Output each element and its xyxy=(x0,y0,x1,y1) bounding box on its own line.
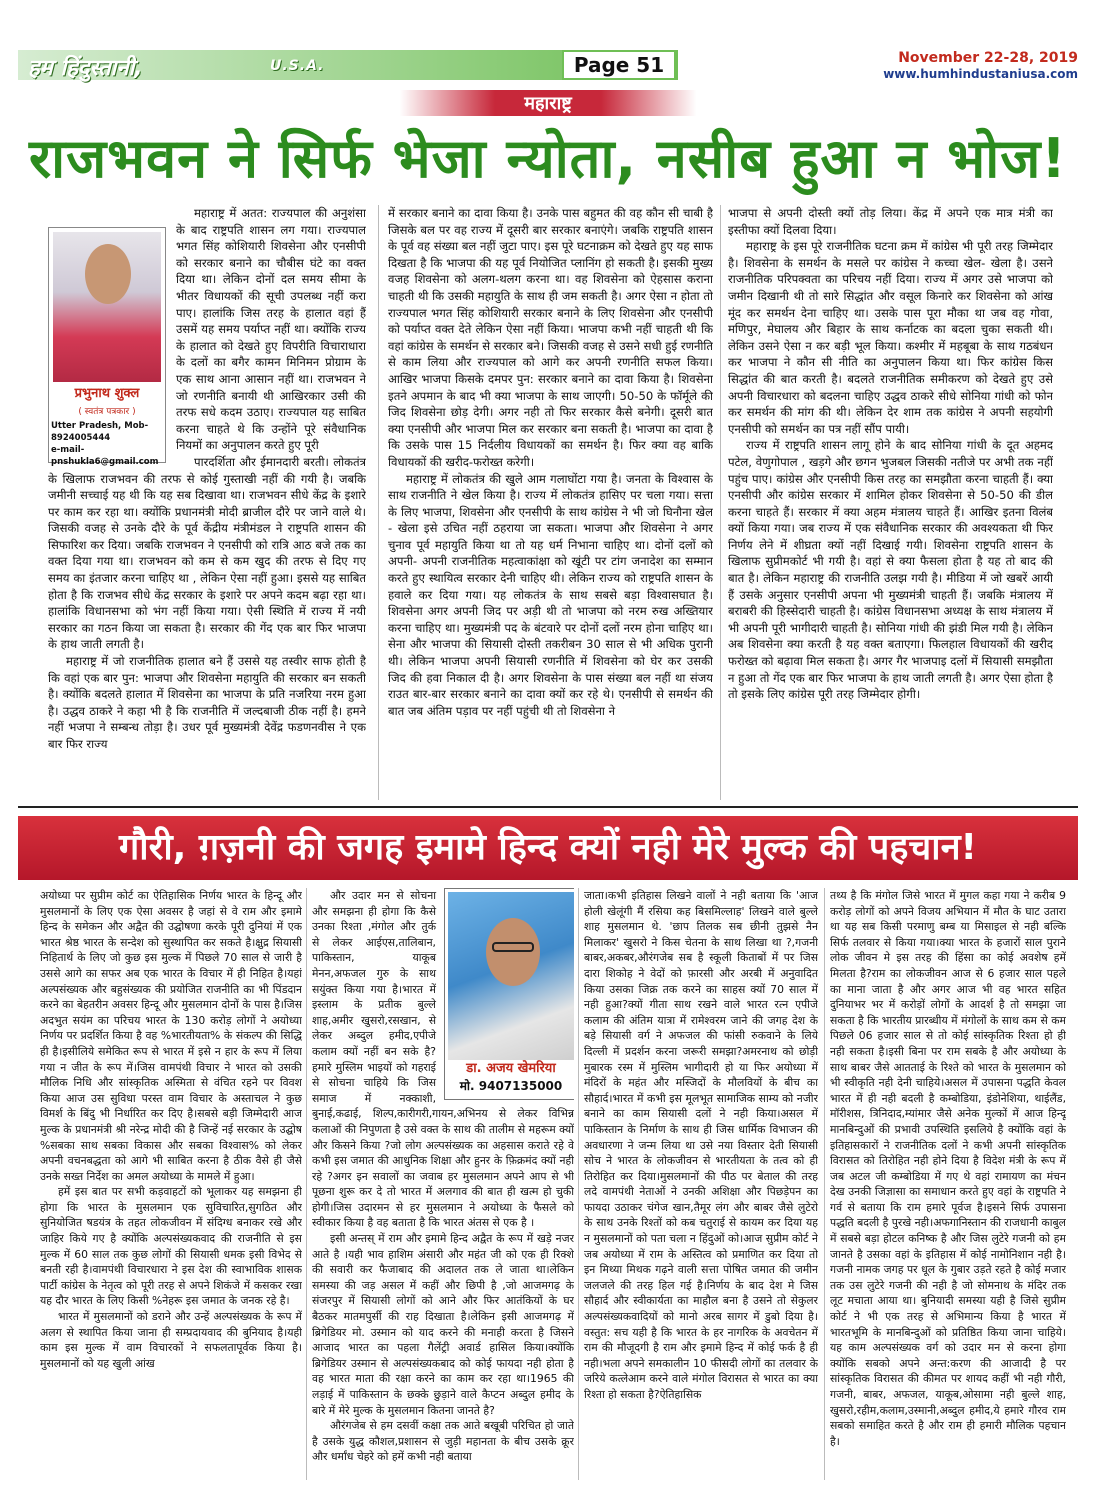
article2-column-2 xyxy=(312,888,574,1480)
article-paragraph: भाजपा से अपनी दोस्ती क्यों तोड़ लिया। केंद्र में अपने एक मात्र मंत्री का इस्तीफा क्यों दिलवा दिया। xyxy=(728,206,1053,237)
newspaper-title: हम हिंदुस्तानी, xyxy=(28,56,143,81)
article2-column-3 xyxy=(584,888,818,1480)
article-paragraph: हमें इस बात पर सभी कड़वाहटों को भूलाकर यह समझना ही होगा कि भारत के मुसलमान एक सुविचारित,सुगठित और सुनियोजित षडयंत्र के तहत लोकजीवन में संदिग्ध बनाकर रखे और जाहिर किये गए है क्योंकि अल्पसंख्यकवाद की राजनीति से इस मुल्क में 60 साल तक कुछ लोगों की सियासी धमक इसी विभेद से बनती रही है।वामपंथी विचारधारा ने इस देश की स्वाभाविक शासक पार्टी कांग्रेस के नेतृत्व को पूरी तरह से अपने शिकंजे में कसकर रखा यह दौर भारत के लिए किसी %नेहरू इस जमात के जनक रहे है। xyxy=(40,1185,302,1308)
section-label: महाराष्ट्र xyxy=(524,93,572,114)
article-paragraph: महाराष्ट्र के इस पूरे राजनीतिक घटना क्रम में कांग्रेस भी पूरी तरह जिम्मेदार है। शिवसेना के समर्थन के मसले पर कांग्रेस ने कच्चा खेल- खेला है। उसने राजनीतिक परिपक्वता का परिचय नहीं दिया। राज्य में अगर उसे भाजपा को जमीन दिखानी थी तो सारे सिद्धांत और वसूल किनारे कर शिवसेना को आंख मूंद कर समर्थन देना चाहिए था। उसके पास पूरा मौका था जब वह गोवा, मणिपुर, मेघालय और बिहार के साथ कर्नाटक का बदला चुका सकती थी। लेकिन उसने ऐसा न कर बड़ी भूल किया। कश्मीर में महबूबा के साथ गठबंधन कर भाजपा ने कौन सी नीति का अनुपालन किया था। फिर कांग्रेस किस सिद्धांत की बात करती है। बदलते राजनीतिक समीकरण को देखते हुए उसे अपनी विचारधारा को बदलना चाहिए उद्धव ठाकरे सीधे सोनिया गांधी को फोन कर समर्थन की मांग की थी। लेकिन देर शाम तक कांग्रेस ने अपनी सहयोगी एनसीपी को समर्थन का पत्र नहीं सौंप पायी। xyxy=(728,239,1053,436)
column-divider xyxy=(824,888,825,1480)
issue-date: November 22-28, 2019 xyxy=(898,50,1078,66)
section-band xyxy=(18,90,1078,116)
author-card xyxy=(444,888,574,1100)
author-card xyxy=(48,227,166,467)
author-contact xyxy=(51,420,165,468)
author-email: e-mail- pnshukla6@gmail.com xyxy=(51,445,159,467)
author-name: प्रभुनाथ शुक्ल xyxy=(74,386,140,401)
newspaper-edition: U.S.A. xyxy=(270,58,325,74)
article-paragraph: इसी अन्तस् में राम और इमामे हिन्द अद्वैत के रूप में खड़े नजर आते है ।यही भाव हाशिम अंसारी और महंत जी को एक ही रिक्शे की सवारी कर फैजाबाद की अदालत तक ले जाता था।लेकिन समस्या की जड़ असल में कहीं और छिपी है ,जो आजमगढ़ के संजरपुर में सियासी लोगों को आने और फिर आतंकियों के घर बैठकर मातमपुर्सी की राह दिखाता है।लेकिन इसी आजमगढ़ में ब्रिगेडियर मो. उस्मान को याद करने की मनाही करता है जिसने आजाद भारत का पहला गैलेंट्री अवार्ड हासिल किया।क्योंकि ब्रिगेडियर उस्मान से अल्पसंख्यकबाद को कोई फायदा नही होता है वह भारत माता की रक्षा करने का काम कर रहा था।1965 की लड़ाई में पाकिस्तान के छक्के छुड़ाने वाले कैप्टन अब्दुल हमीद के बारे में मेरे मुल्क के मुसलमान कितना जानते है? xyxy=(312,1232,574,1417)
article-paragraph: और उदार मन से सोचना और समझना ही होगा कि कैसे उनका रिश्ता ,मंगोल और तुर्क से लेकर आईएस,तालिबान, पाकिस्तान, याकूब मेनन,अफजल गुरु के साथ सयुंक्त किया गया है।भारत में इस्लाम के प्रतीक बुल्ले शाह,अमीर खुसरो,रसखान, से लेकर अब्दुल हमीद,एपीजे कलाम क्यों नहीं बन सके है? हमारे मुस्लिम भाइयों को गहराई से सोचना चाहिये कि जिस समाज में नक्काशी, बुनाई,कढाई, शिल्प,कारीगरी,गायन,अभिनय से लेकर विभिन्न कलाओं की निपुणता है उसे वक्त के साथ की तालीम से महरूम क्यों और किसने किया ?जो लोग अल्पसंख्यक का अहसास कराते रहे वे कभी इस जमात की आधुनिक शिक्षा और हुनर के फ़िक्रमंद क्यों नही रहे ?अगर इन सवालों का जवाब हर मुसलमान अपने आप से भी पूछना शुरू कर दे तो भारत में अलगाव की बात ही खत्म हो चुकी होगी।जिस उदारमन से हर मुसलमान ने अयोध्या के फैसले को स्वीकार किया है वह बताता है कि भारत अंतस से एक है । xyxy=(312,889,574,1230)
article-paragraph: भारत में मुसलमानों को डराने और उन्हें अल्पसंख्यक के रूप में अलग से स्थापित किया जाना ही सम्प्रदायवाद की बुनियाद है।यही काम इस मुल्क में वाम विचारकों ने सफलतापूर्वक किया है। मुसलमानों को यह खुली आंख xyxy=(40,1310,302,1370)
column-divider xyxy=(378,205,379,800)
author-mobile: मो. 9407135000 xyxy=(459,1079,563,1093)
author-location: Utter Pradesh, Mob-8924005444 xyxy=(51,421,149,443)
article-paragraph: राज्य में राष्ट्रपति शासन लागू होने के बाद सोनिया गांधी के दूत अहमद पटेल, वेणुगोपाल , खड़गे और छगन भुजबल जिसकी नतीजे पर अभी तक नहीं पहुंच पाए। कांग्रेस और एनसीपी किस तरह का समझौता करना चाहती हैं। क्या एनसीपी और कांग्रेस सरकार में शामिल होकर शिवसेना से 50-50 की डील करना चाहते हैं। सरकार में क्या अहम मंत्रालय चाहते हैं। आखिर इतना विलंब क्यों किया गया। जब राज्य में एक संवैधानिक सरकार की अवश्यकता थी फिर निर्णय लेने में शीघ्रता क्यों नहीं दिखाई गयी। शिवसेना राष्ट्रपति शासन के खिलाफ सुप्रीमकोर्ट भी गयी है। वहां से क्या फैसला होता है यह तो बाद की बात है। लेकिन महाराष्ट्र की राजनीति उलझ गयी है। मीडिया में जो खबरें आयी हैं उसके अनुसार एनसीपी अपना भी मुख्यमंत्री चाहती हैं। जबकि मंत्रालय में बराबरी की हिस्सेदारी चाहती है। कांग्रेस विधानसभा अध्यक्ष के साथ मंत्रालय में भी अपनी पूरी भागीदारी चाहती है। सोनिया गांधी की झंडी मिल गयी है। लेकिन अब शिवसेना क्या करती है यह वक्त बताएगा। फिलहाल विधायकों की खरीद फरोख्त को बढ़ावा मिल सकता है। अगर गैर भाजपाइ दलों में सियासी समझौता न हुआ तो गेंद एक बार फिर भाजपा के हाथ जाती लगती है। अगर ऐसा होता है तो इसके लिए कांग्रेस पूरी तरह जिम्मेदार होगी। xyxy=(728,438,1053,702)
article-paragraph: महाराष्ट्र में लोकतंत्र की खुले आम गलाघोंटा गया है। जनता के विश्वास के साथ राजनीति ने खेल किया है। राज्य में लोकतंत्र हासिए पर चला गया। सत्ता के लिए भाजपा, शिवसेना और एनसीपी के साथ कांग्रेस ने भी जो घिनौना खेल - खेला इसे उचित नहीं ठहराया जा सकता। भाजपा और शिवसेना ने अगर चुनाव पूर्व महायुति किया था तो यह धर्म निभाना चाहिए था। दोनों दलों को अपनी- अपनी राजनीतिक महत्वाकांक्षा को खूंटी पर टांग जनादेश का सम्मान करते हुए स्थायित्व सरकार देनी चाहिए थी। लेकिन राज्य को राष्ट्रपति शासन के हवाले कर दिया गया। यह लोकतंत्र के साथ सबसे बड़ा विश्वासघात है। शिवसेना अगर अपनी जिद पर अड़ी थी तो भाजपा को नरम रुख अख्तियार करना चाहिए था। मुख्यमंत्री पद के बंटवारे पर दोनों दलों नरम होना चाहिए था। सेना और भाजपा की सियासी दोस्ती तकरीबन 30 साल से भी अधिक पुरानी थी। लेकिन भाजपा अपनी सियासी रणनीति में शिवसेना को घेर कर उसकी जिद की हवा निकाल दी है। अगर शिवसेना के पास संख्या बल नहीं था संजय राउत बार-बार सरकार बनाने का दावा क्यों कर रहे थे। एनसीपी से समर्थन की बात जब अंतिम पड़ाव पर नहीं पहुंची थी तो शिवसेना ने xyxy=(388,471,713,718)
article1-column-2 xyxy=(388,205,713,800)
author-role: ( स्वतंत्र पत्रकार ) xyxy=(78,407,136,417)
column-divider xyxy=(578,888,579,1480)
author-photo xyxy=(448,892,574,1060)
article2-column-1 xyxy=(40,888,302,1480)
author-photo xyxy=(53,232,161,382)
article2-headline: गौरी, ग़ज़नी की जगह इमामे हिन्द क्यों नही मेरे मुल्क की पहचान! xyxy=(119,827,977,868)
article-paragraph: पारदर्शिता और ईमानदारी बरती। लोकतंत्र के खिलाफ राजभवन की तरफ से कोई गुस्ताखी नहीं की गयी है। जबकि जमीनी सच्चाई यह थी कि यह सब दिखावा था। राजभवन सीधे केंद्र के इशारे पर काम कर रहा था। क्योंकि प्रधानमंत्री मोदी ब्राजील दौरे पर जाने वाले थे। जिसकी वजह से उनके दौरे के पूर्व केंद्रीय मंत्रीमंडल ने राष्ट्रपति शासन की सिफारिश कर दिया। जबकि राजभवन ने एनसीपी को रात्रि आठ बजे तक का वक्त दिया गया था। राजभवन को कम से कम खुद की तरफ से दिए गए समय का इंतजार करना चाहिए था , लेकिन ऐसा नहीं हुआ। इससे यह साबित होता है कि राजभव सीधे केंद्र सरकार के इशारे पर अपने कदम बढ़ा रहा था। हालांकि विधानसभा को भंग नहीं किया गया। ऐसी स्थिति में राज्य में नयी सरकार का गठन किया जा सकता है। सरकार की गेंद एक बार फिर भाजपा के हाथ जाती लगती है। xyxy=(48,454,366,652)
article2-column-4 xyxy=(830,888,1066,1480)
article-paragraph: अयोध्या पर सुप्रीम कोर्ट का ऐतिहासिक निर्णय भारत के हिन्दू और मुसलमानों के लिए एक ऐसा अवसर है जहां से वे राम और इमामे हिन्द के समेकन और अद्वैत की उद्घोषणा करके पूरी दुनियां में एक भारत श्रेष्ठ भारत के सन्देश को सुस्थापित कर सकते है।क्षुद्र सियासी निहितार्थ के लिए जो कुछ इस मुल्क में पिछले 70 साल से जारी है उससे आगे का सफर अब एक भारत के विचार में ही निहित है।यहां अल्पसंख्यक और बहुसंख्यक की प्रयोजित राजनीति का भी पिंडदान करने का बेहतरीन अवसर हिन्दू और मुसलमान दोनों के पास है।जिस अदभुत सयंम का परिचय भारत के 130 करोड़ लोगों ने अयोध्या निर्णय पर प्रदर्शित किया है वह %भारतीयता% के संकल्प की सिद्धि ही है।इसीलिये समेकित रूप से भारत में इसे न हार के रूप में लिया गया न जीत के रूप में।जिस वामपंथी विचार ने भारत को उसकी मौलिक निधि और सांस्कृतिक अस्मिता से वंचित रहने पर विवश किया आज उस सुविधा परस्त वाम विचार के अस्ताचल ने कुछ विमर्श के बिंदु भी निर्धारित कर दिए है।सबसे बड़ी जिम्मेदारी आज मुल्क के प्रधानमंत्री श्री नरेन्द्र मोदी की है जिन्हें नई सरकार के उद्घोष %सबका साथ सबका विकास और सबका विश्वास% को लेकर अपनी वचनबद्धता को आगे भी साबित करना है ठीक वैसे ही जैसे उनके सख्त निर्देश का अमल अयोध्या के मामले में हुआ। xyxy=(40,889,302,1183)
author-name: डा. अजय खेमरिया xyxy=(466,1061,556,1076)
article-paragraph: औरंगजेब से हम दसवीं कक्षा तक आते बखूबी परिचित हो जाते है उसके युद्ध कौशल,प्रशासन से जुड़ी महानता के बीच उसके क्रूर और धर्मांध चेहरे को हमें कभी नही बताया xyxy=(312,1419,574,1464)
article-paragraph: जाता।कभी इतिहास लिखने वालों ने नही बताया कि 'आज होली खेलूंगी मैं रसिया कह बिसमिल्लाह' लिखने वाले बुल्ले शाह मुसलमान थे. 'छाप तिलक सब छीनी तुझसे नैन मिलाकर' खुसरो ने किस चेतना के साथ लिखा था ?,गजनी बाबर,अकबर,औरंगजेब सब है स्कूली किताबों में पर जिस दारा शिकोह ने वेदों को फ़ारसी और अरबी में अनुवादित किया उसका जिक्र तक करने का साहस क्यों 70 साल में नही हुआ?क्यों गीता साथ रखने वाले भारत रत्न एपीजे कलाम की अंतिम यात्रा में रामेश्वरम जाने की जगह देश के बड़े सियासी वर्ग ने अफजल की फांसी रुकवाने के लिये दिल्ली में प्रदर्शन करना जरूरी समझा?अमरनाथ को छोड़ी मुबारक रस्म में मुस्लिम भागीदारी हो या फिर अयोध्या में मंदिरों के महंत और मस्जिदों के मौलवियों के बीच का सौहार्द।भारत में कभी इस मूलभूत सामाजिक साम्य को नजीर बनाने का काम सियासी दलों ने नही किया।असल में पाकिस्तान के निर्माण के साथ ही जिस धार्मिक विभाजन की अवधारणा ने जन्म लिया था उसे नया विस्तार देती सियासी सोच ने भारत के लोकजीवन से भारतीयता के तत्व को ही तिरोहित कर दिया।मुसलमानों की पीठ पर बेताल की तरह लदे वामपंथी नेताओं ने उनकी अशिक्षा और पिछड़ेपन का फायदा उठाकर चंगेज खान,तैमूर लंग और बाबर जैसे लुटेरो के साथ उनके रिश्तों को कब चतुराई से कायम कर दिया यह न मुसलमानों को पता चला न हिंदुओं को।आज सुप्रीम कोर्ट ने जब अयोध्या में राम के अस्तित्व को प्रमाणित कर दिया तो इन मिथ्या मिथक गढ़ने वाली सत्ता पोषित जमात की जमीन जलजले की तरह हिल गई है।निर्णय के बाद देश मे जिस सौहार्द और स्वीकार्यता का माहौल बना है उसने तो सेकुलर अल्पसंख्यकवादियों को मानो अरब सागर में डुबो दिया है।वस्तुत: सच यही है कि भारत के हर नागरिक के अवचेतन में राम की मौजूदगी है राम और इमामे हिन्द में कोई फर्क है ही नही।भला अपने समकालीन 10 फीसदी लोगों का तलवार के जरिये कत्लेआम करने वाले मंगोल विरासत से भारत का क्या रिश्ता हो सकता है?ऐतिहासिक xyxy=(584,889,818,1401)
article1-column-1 xyxy=(48,205,366,800)
section-divider xyxy=(18,806,1078,808)
article-paragraph: महाराष्ट्र में जो राजनीतिक हालात बने हैं उससे यह तस्वीर साफ होती है कि वहां एक बार पुन: भाजपा और शिवसेना महायुति की सरकार बन सकती है। क्योंकि बदलते हालात में शिवसेना का भाजपा के प्रति नजरिया नरम हुआ है। उद्धव ठाकरे ने कहा भी है कि राजनीति में जल्दबाजी ठीक नहीं है। हमने नहीं भजपा ने सम्बन्ध तोड़ा है। उधर पूर्व मुख्यमंत्री देवेंद्र फडणनवीस ने एक बार फिर राज्य xyxy=(48,654,366,751)
masthead xyxy=(18,50,1078,80)
article1-column-3 xyxy=(728,205,1053,800)
article-paragraph: तथ्य है कि मंगोल जिसे भारत में मुगल कहा गया ने करीब 9 करोड़ लोगों को अपने विजय अभियान में मौत के घाट उतारा था यह सब किसी परमाणु बम्ब या मिसाइल से नही बल्कि सिर्फ तलवार से किया गया।क्या भारत के हजारों साल पुराने लोक जीवन मे इस तरह की हिंसा का कोई अवशेष हमें मिलता है?राम का लोकजीवन आज से 6 हजार साल पहले का माना जाता है और अगर आज भी वह भारत सहित दुनियाभर भर में करोड़ों लोगों के आदर्श है तो समझा जा सकता है कि भारतीय प्रारब्धीय में मंगोलों के साथ कम से कम पिछले 06 हजार साल से तो कोई सांस्कृतिक रिश्ता हो ही नही सकता है।इसी बिना पर राम सबके है और अयोध्या के साथ बाबर जैसे आतताई के रिश्ते को भारत के मुसलमान को भी स्वीकृति नही देनी चाहिये।असल में उपासना पद्धति केवल भारत में ही नही बदली है कम्बोडिया, इंडोनेशिया, थाईलैंड, मॉरीशस, त्रिनिदाद,म्यांमार जैसे अनेक मुल्कों में आज हिन्दू मानबिन्दुओं की प्रभावी उपस्थिति इसलिये है क्योंकि वहां के इतिहासकारों ने राजनीतिक दलों ने कभी अपनी सांस्कृतिक विरासत को तिरोहित नही होने दिया है विदेश मंत्री के रूप में जब अटल जी कम्बोडिया में गए थे वहां रामायण का मंचन देख उनकी जिज्ञासा का समाधान करते हुए वहां के राष्ट्रपति ने गर्व से बताया कि राम हमारे पूर्वज है।इसने सिर्फ उपासना पद्धति बदली है पुरखे नही।अफगानिस्तान की राजधानी काबुल में सबसे बड़ा होटल कनिष्क है और जिस लुटेरे गजनी को हम जानते है उसका वहां के इतिहास में कोई नामोनिशान नही है।गजनी नामक जगह पर धूल के गुबार उड़ते रहते है कोई मजार तक उस लुटेरे गजनी की नही है जो सोमनाथ के मंदिर तक लूट मचाता आया था। बुनियादी समस्या यही है जिसे सुप्रीम कोर्ट ने भी एक तरह से अभिमान्य किया है भारत में भारतभूमि के मानबिन्दुओं को प्रतिष्ठित किया जाना चाहिये।यह काम अल्पसंख्यक वर्ग को उदार मन से करना होगा क्योंकि सबको अपने अन्त:करण की आजादी है पर सांस्कृतिक विरासत की कीमत पर शायद कहीं भी नही गौरी, गजनी, बाबर, अफजल, याकूब,ओसामा नही बुल्ले शाह, खुसरो,रहीम,कलाम,उस्मानी,अब्दुल हमीद,ये हमारे गौरव राम सबको समाहित करते है और राम ही हमारी मौलिक पहचान है। xyxy=(830,889,1066,1448)
column-divider xyxy=(720,205,721,800)
article1-headline: राजभवन ने सिर्फ भेजा न्योता, नसीब हुआ न भोज! xyxy=(29,127,1067,190)
page-number: Page 51 xyxy=(562,50,676,80)
website-link[interactable]: www.humhindustaniusa.com xyxy=(883,67,1078,81)
article-paragraph: महाराष्ट्र में अतत: राज्यपाल की अनुशंसा के बाद राष्ट्रपति शासन लग गया। राज्यपाल भगत सिंह कोशियारी शिवसेना और एनसीपी को सरकार बनाने का चौबीस घंटे का वक्त दिया था। लेकिन दोनों दल समय सीमा के भीतर विधायकों की सूची उपलब्ध नहीं करा पाए। हालांकि जिस तरह के हालात वहां हैं उसमें यह समय पर्याप्त नहीं था। क्योंकि राज्य के हालात को देखते हुए विपरीति विचाराधारा के दलों का बगैर कामन मिनिमन प्रोग्राम के एक साथ आना आसान नहीं था। राजभवन ने जो रणनीति बनायी थी आखिरकार उसी की तरफ सधे कदम उठाए। राज्यपाल यह साबित करना चाहते थे कि उन्होंने पूरे संवैधानिक नियमों का अनुपालन करते हुए पूरी xyxy=(176,206,366,453)
column-divider xyxy=(306,888,307,1480)
article2-headline-banner xyxy=(18,816,1078,880)
article-paragraph: में सरकार बनाने का दावा किया है। उनके पास बहुमत की वह कौन सी चाबी है जिसके बल पर वह राज्य में दूसरी बार सरकार बनाएंगे। जबकि राष्ट्रपति शासन के पूर्व वह संख्या बल नहीं जुटा पाए। इस पूरे घटनाक्रम को देखते हुए यह साफ दिखता है कि भाजपा की यह पूर्व नियोजित प्लानिंग हो सकती है। इसकी मुख्य वजह शिवसेना को अलग-थलग करना था। वह शिवसेना को ऐहसास कराना चाहती थी कि उसकी महायुति के साथ ही जम सकती है। अगर ऐसा न होता तो राज्यपाल भगत सिंह कोशियारी सरकार बनाने के लिए शिवसेना और एनसीपी को पर्याप्त वक्त देते लेकिन ऐसा नहीं किया। भाजपा कभी नहीं चाहती थी कि वहां कांग्रेस के समर्थन से सरकार बने। जिसकी वजह से उसने सधी हुई रणनीति से काम लिया और राज्यपाल को आगे कर अपनी रणनीति सफल किया। आखिर भाजपा किसके दमपर पुन: सरकार बनाने का दावा किया है। शिवसेना इतने अपमान के बाद भी क्या भाजपा के साथ जाएगी। 50-50 के फॉर्मूले की जिद शिवसेना छोड़ देगी। अगर नही तो फिर सरकार कैसे बनेगी। दूसरी बात क्या एनसीपी और भाजपा मिल कर सरकार बना सकती है। भाजपा का दावा है कि उसके पास 15 निर्दलीय विधायकों का समर्थन है। फिर क्या वह बाकि विधायकों की खरीद-फरोख्त करेगी। xyxy=(388,206,713,469)
